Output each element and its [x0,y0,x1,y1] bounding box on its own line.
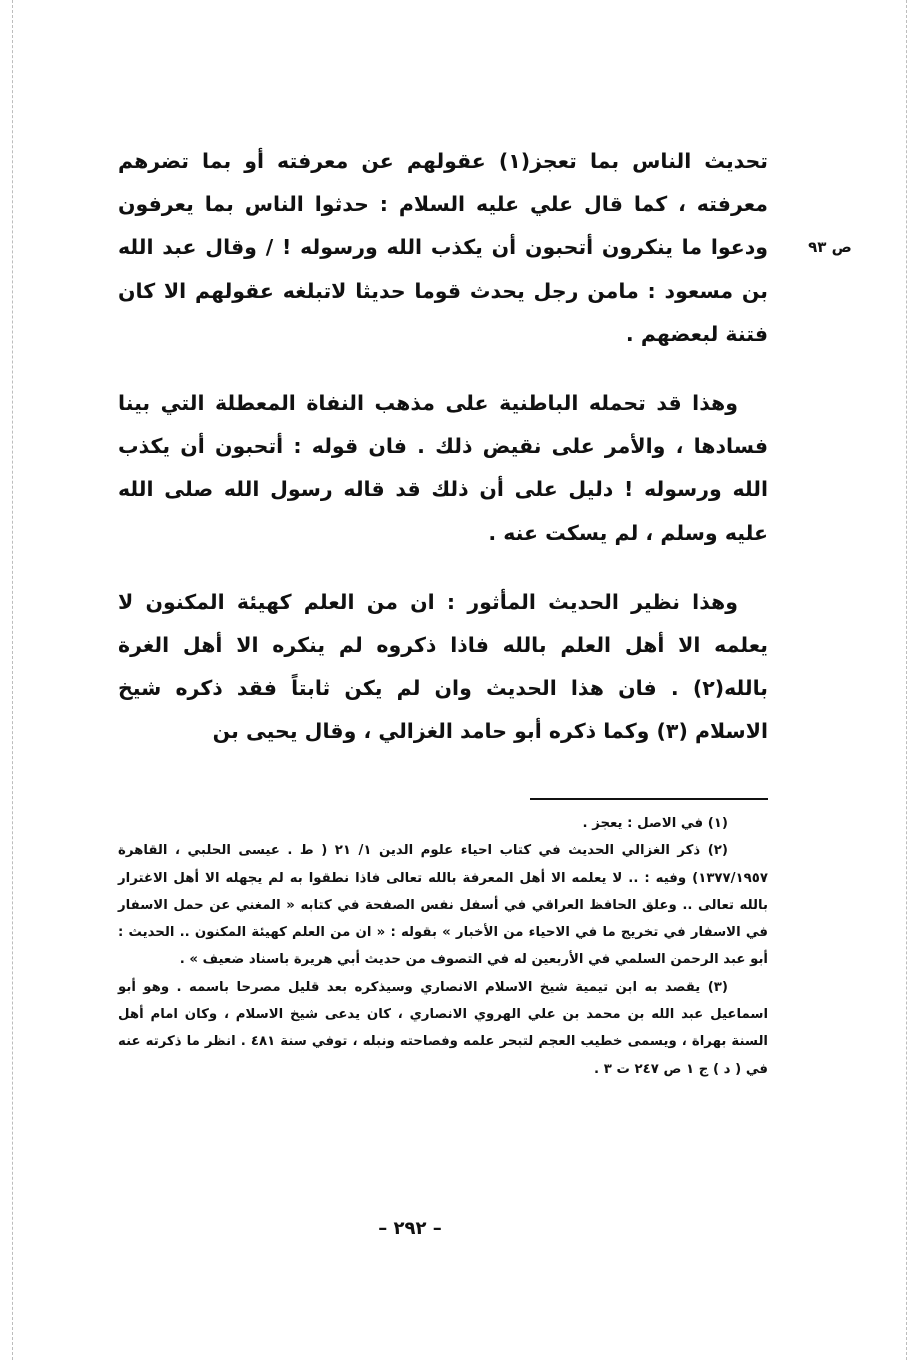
scan-margin-left [12,0,13,1360]
footnote-3: (٣) يقصد به ابن تيمية شيخ الاسلام الانصاري وسيذكره بعد قليل مصرحا باسمه . وهو أبو اسماعيل عبد الله بن محمد بن علي الهروي الانصاري ، كان يدعى شيخ الاسلام ، وكان امام أهل السنة بهراة ، ويسمى خطيب العجم لتبحر علمه وفصاحته ونبله ، توفي سنة ٤٨١ . انظر ما ذكرته عنه في ( د ) ج ١ ص ٢٤٧ ت ٣ . [118,979,768,1077]
main-text [118,140,768,780]
footnote-2: (٢) ذكر الغزالي الحديث في كتاب احياء علوم الدين ١/ ٢١ ( ط . عيسى الحلبي ، القاهرة ١٣٧٧/١٩٥٧) وفيه : .. لا يعلمه الا أهل المعرفة بالله تعالى فاذا نطقوا به لم يجهله الا أهل الاغترار بالله تعالى .. وعلق الحافظ العراقي في أسفل نفس الصفحة في كتابه « المغني عن حمل الاسفار في الاسفار في تخريج ما في الاحياء من الأخبار » بقوله : « ان من العلم كهيئة المكنون .. الحديث : أبو عبد الرحمن السلمي في الأربعين له في التصوف من حديث أبي هريرة باسناد ضعيف » . [118,843,768,968]
margin-page-reference: ص ٩٣ [808,238,852,256]
footnote-1: (١) في الاصل : يعجز . [582,816,728,831]
paragraph-1: تحديث الناس بما تعجز(١) عقولهم عن معرفته أو بما تضرهم معرفته ، كما قال علي عليه السلام : حدثوا الناس بما يعرفون ودعوا ما ينكرون أتحبون أن يكذب الله ورسوله ! / وقال عبد الله بن مسعود : مامن رجل يحدث قوما حديثا لاتبلغه عقولهم الا كان فتنة لبعضهم . [118,149,768,346]
paragraph-3: وهذا نظير الحديث المأثور : ان من العلم كهيئة المكنون لا يعلمه الا أهل العلم بالله فاذا ذكروه لم ينكره الا أهل الغرة بالله(٢) . فان هذا الحديث وان لم يكن ثابتاً فقد ذكره شيخ الاسلام (٣) وكما ذكره أبو حامد الغزالي ، وقال يحيى بن [118,589,768,744]
scan-margin-right [906,0,907,1360]
footnotes [118,810,768,1083]
footnote-separator [530,798,768,800]
paragraph-2: وهذا قد تحمله الباطنية على مذهب النفاة المعطلة التي بينا فسادها ، والأمر على نقيض ذلك . فان قوله : أتحبون أن يكذب الله ورسوله ! دليل على أن ذلك قد قاله رسول الله صلى الله عليه وسلم ، لم يسكت عنه . [118,391,768,545]
page-number: – ٢٩٢ – [378,1218,442,1239]
